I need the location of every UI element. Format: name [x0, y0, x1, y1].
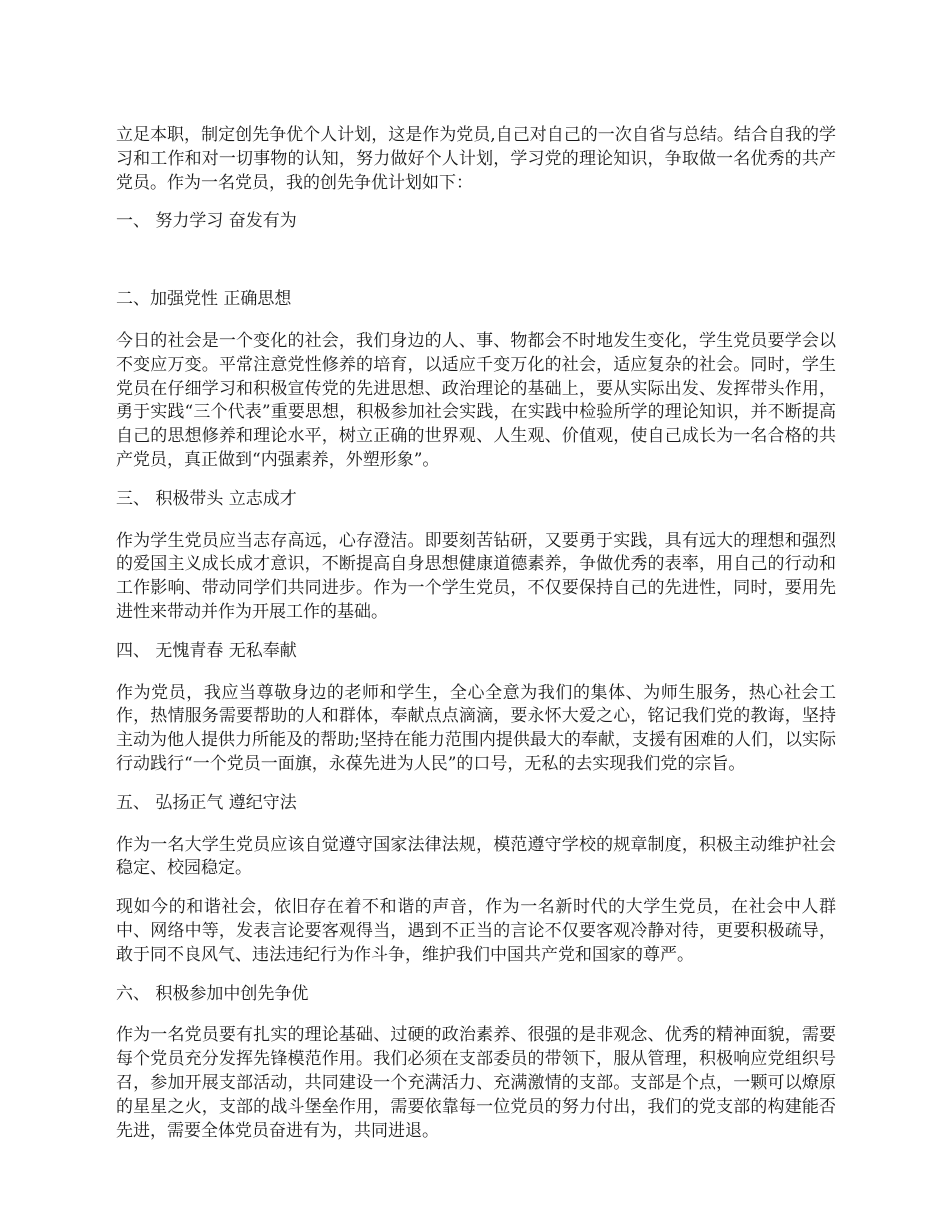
section-heading-4: 四、 无愧青春 无私奉献 [116, 640, 297, 661]
section-6-paragraph-1: 作为一名党员要有扎实的理论基础、过硬的政治素养、很强的是非观念、优秀的精神面貌，需要每个党员充分发挥先锋模范作用。我们必须在支部委员的带领下，服从管理，积极响应党组织号召，参加开展支部活动，共同建设一个充满活力、充满激情的支部。支部是个点，一颗可以燎原的星星之火，支部的战斗堡垒作用，需要依靠每一位党员的努力付出，我们的党支部的构建能否先进，需要全体党员奋进有为，共同进退。 [116, 1025, 836, 1141]
section-heading-3: 三、 积极带头 立志成才 [116, 488, 297, 509]
section-5-paragraph-1: 作为一名大学生党员应该自觉遵守国家法律法规，模范遵守学校的规章制度，积极主动维护社会稳定、校园稳定。 [116, 834, 836, 879]
section-2-paragraph-1: 今日的社会是一个变化的社会，我们身边的人、事、物都会不时地发生变化，学生党员要学会以不变应万变。平常注意党性修养的培育，以适应千变万化的社会，适应复杂的社会。同时，学生党员在仔细学习和积极宣传党的先进思想、政治理论的基础上，要从实际出发、发挥带头作用，勇于实践“三个代表”重要思想，积极参加社会实践，在实践中检验所学的理论知识，并不断提高自己的思想修养和理论水平，树立正确的世界观、人生观、价值观，使自己成长为一名合格的共产党员，真正做到“内强素养，外塑形象”。 [116, 330, 836, 470]
document-body [116, 124, 836, 1158]
section-3-paragraph-1: 作为学生党员应当志存高远，心存澄洁。即要刻苦钻研，又要勇于实践，具有远大的理想和强烈的爱国主义成长成才意识，不断提高自身思想健康道德素养，争做优秀的表率，用自己的行动和工作影响、带动同学们共同进步。作为一个学生党员，不仅要保持自己的先进性，同时，要用先进性来带动并作为开展工作的基础。 [116, 530, 836, 622]
section-heading-6: 六、 积极参加中创先争优 [116, 983, 309, 1004]
section-heading-5: 五、 弘扬正气 遵纪守法 [116, 792, 297, 813]
section-4-paragraph-1: 作为党员，我应当尊敬身边的老师和学生，全心全意为我们的集体、为师生服务，热心社会工作，热情服务需要帮助的人和群体，奉献点点滴滴，要永怀大爱之心，铭记我们党的教诲，坚持主动为他人提供力所能及的帮助;坚持在能力范围内提供最大的奉献，支援有困难的人们，以实际行动践行“一个党员一面旗，永葆先进为人民”的口号，无私的去实现我们党的宗旨。 [116, 682, 836, 774]
section-heading-2: 二、加强党性 正确思想 [116, 289, 292, 310]
section-5-paragraph-2: 现如今的和谐社会，依旧存在着不和谐的声音，作为一名新时代的大学生党员，在社会中人群中、网络中等，发表言论要客观得当，遇到不正当的言论不仅要客观冷静对待，更要积极疏导，敢于同不良风气、违法违纪行为作斗争，维护我们中国共产党和国家的尊严。 [116, 897, 836, 965]
section-heading-1: 一、 努力学习 奋发有为 [116, 211, 297, 232]
intro-paragraph: 立足本职，制定创先争优个人计划，这是作为党员,自己对自己的一次自省与总结。结合自我的学习和工作和对一切事物的认知，努力做好个人计划，学习党的理论知识，争取做一名优秀的共产党员。作为一名党员，我的创先争优计划如下： [116, 125, 836, 193]
